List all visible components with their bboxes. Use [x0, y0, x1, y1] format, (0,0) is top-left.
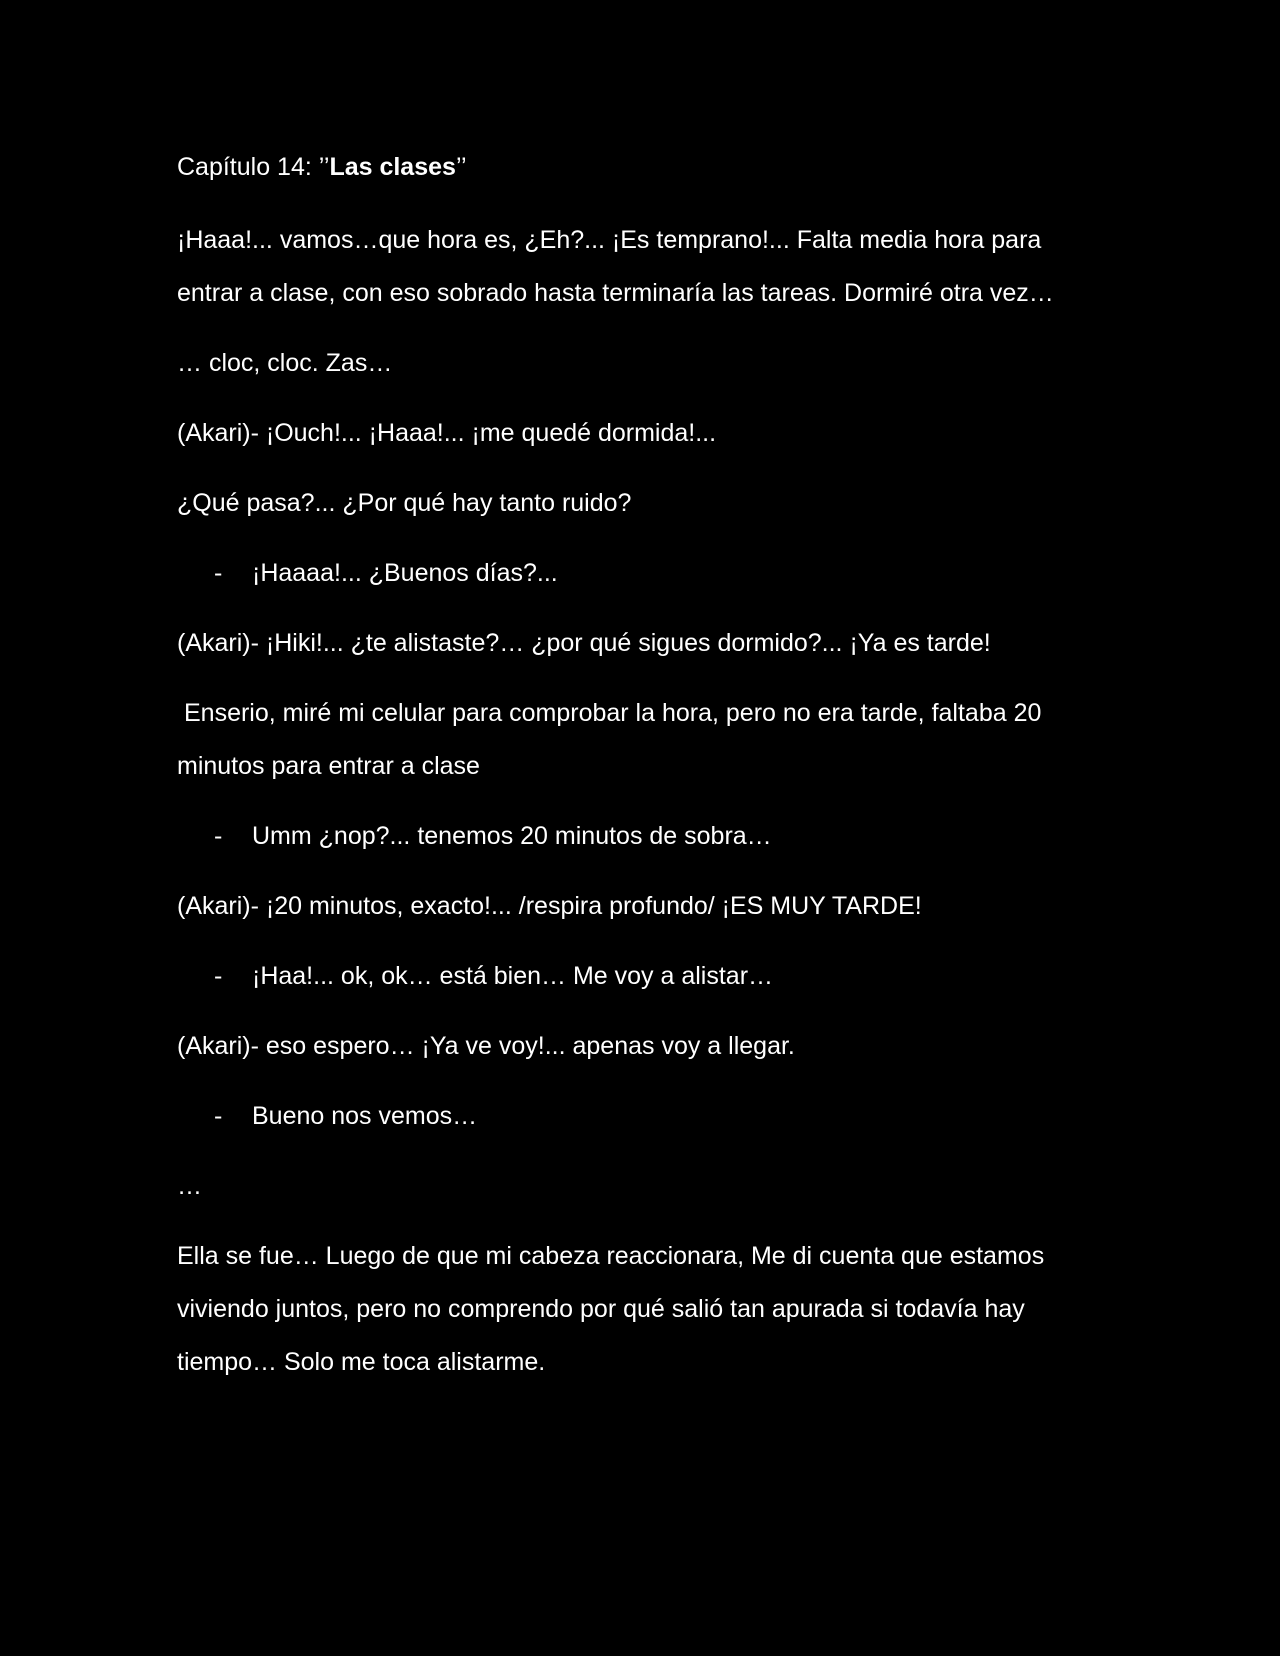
paragraph-2: … cloc, cloc. Zas…: [177, 349, 393, 377]
paragraph-6: Enserio, miré mi celular para comprobar la hora, pero no era tarde, faltaba 20 minutos para entrar a clase: [177, 699, 1042, 780]
paragraph-8: (Akari)- eso espero… ¡Ya ve voy!... apenas voy a llegar.: [177, 1032, 795, 1060]
chapter-open-quote: ’’: [318, 153, 330, 181]
chapter-close-quote: ’’: [455, 153, 467, 181]
dialog-line-4: [177, 1090, 1107, 1143]
dialog-line-3: [177, 950, 1107, 1003]
dialog-dash: -: [214, 822, 223, 850]
paragraph-1: ¡Haaa!... vamos…que hora es, ¿Eh?... ¡Es temprano!... Falta media hora para entrar a clase, con eso sobrado hasta terminaría las tareas. Dormiré otra vez…: [177, 226, 1054, 307]
paragraph-10: Ella se fue… Luego de que mi cabeza reaccionara, Me di cuenta que estamos viviendo juntos, pero no comprendo por qué salió tan apurada si todavía hay tiempo… Solo me toca alistarme.: [177, 1242, 1045, 1376]
paragraph-4: ¿Qué pasa?... ¿Por qué hay tanto ruido?: [177, 489, 632, 517]
chapter-prefix: Capítulo 14:: [177, 153, 319, 181]
paragraph-5: (Akari)- ¡Hiki!... ¿te alistaste?… ¿por qué sigues dormido?... ¡Ya es tarde!: [177, 629, 991, 657]
dialog-line-1: [177, 547, 1107, 600]
dialog-dash: -: [214, 559, 223, 587]
chapter-heading: [177, 148, 1107, 186]
dialog-dash: -: [214, 1102, 223, 1130]
document-page: [177, 148, 1107, 1406]
chapter-title: Las clases: [329, 153, 456, 181]
paragraph-7: (Akari)- ¡20 minutos, exacto!... /respira profundo/ ¡ES MUY TARDE!: [177, 892, 922, 920]
dialog-dash: -: [214, 962, 223, 990]
paragraph-3: (Akari)- ¡Ouch!... ¡Haaa!... ¡me quedé dormida!...: [177, 419, 717, 447]
dialog-line-2: [177, 810, 1107, 863]
dialog-text: Bueno nos vemos…: [252, 1102, 478, 1130]
dialog-text: ¡Haa!... ok, ok… está bien… Me voy a alistar…: [252, 962, 774, 990]
paragraph-9: …: [177, 1172, 202, 1200]
dialog-text: ¡Haaaa!... ¿Buenos días?...: [252, 559, 558, 587]
dialog-text: Umm ¿nop?... tenemos 20 minutos de sobra…: [252, 822, 772, 850]
